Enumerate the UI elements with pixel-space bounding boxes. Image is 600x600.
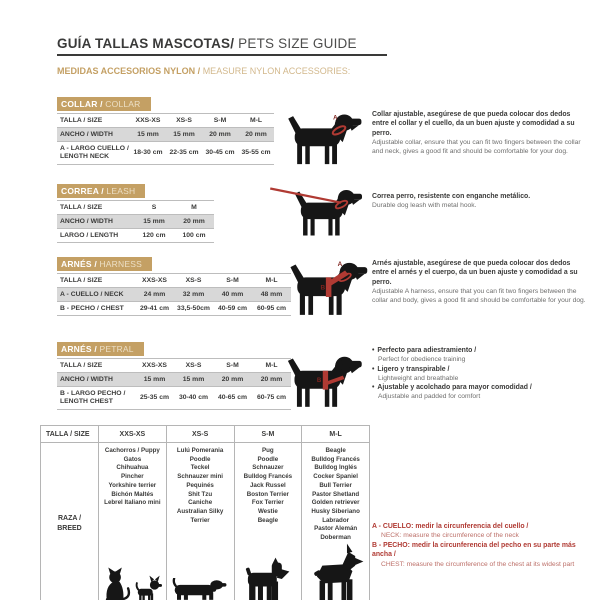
cell: 20 mm — [245, 130, 267, 138]
breed-item: Jack Russel — [249, 481, 286, 489]
row-label: TALLA / SIZE — [60, 361, 103, 369]
feature-item — [372, 365, 586, 384]
table-row — [57, 288, 291, 302]
breed-item: Teckel — [190, 464, 210, 472]
silhouette-row — [244, 557, 292, 600]
row-label: LARGO / LENGTH — [60, 231, 119, 239]
feature-es: Ligero y transpirable / — [377, 365, 450, 373]
breed-item: Golden retriever — [311, 499, 360, 507]
breed-list — [244, 447, 292, 525]
breed-item: Bulldog Francés — [243, 473, 293, 481]
cat-icon — [102, 567, 132, 600]
cell: 40 mm — [221, 290, 244, 298]
petral-size-table — [57, 358, 291, 410]
cell: S-M — [226, 361, 239, 369]
breed-item: Fox Terrier — [251, 499, 284, 507]
table-row — [57, 201, 214, 215]
breed-item: Shit Tzu — [188, 490, 213, 498]
silhouette-row — [307, 543, 365, 600]
cell: M-L — [265, 276, 278, 284]
harness-description-es: Arnés ajustable, asegúrese de que pueda colocar dos dedos entre el arnés y el cuerpo, da un buen ajuste y comodidad a su perro. — [372, 260, 578, 286]
breed-column-s-m — [234, 443, 302, 600]
note-chest-en: CHEST: measure the circumference of the chest at its widest part — [381, 560, 575, 568]
note-neck — [372, 522, 588, 541]
collar-section-heading — [57, 97, 151, 111]
row-label: B - PECHO / CHEST — [60, 304, 124, 312]
collar-dog-icon — [283, 108, 365, 169]
leash-size-table — [57, 200, 214, 243]
marker-a-label: A — [333, 114, 338, 122]
collar-heading-en: COLLAR — [102, 99, 141, 109]
row-label: ANCHO / WIDTH — [60, 217, 113, 225]
breed-item: Pastor Shetland — [312, 490, 360, 498]
row-label: ANCHO / WIDTH — [60, 130, 113, 138]
breed-item: Bichón Maltés — [111, 490, 154, 498]
breed-item: Pincher — [121, 473, 144, 481]
breed-item: Schnauzer — [252, 464, 284, 472]
breed-item: Gatos — [123, 455, 142, 463]
breed-header-s-m: S-M — [234, 426, 302, 443]
cell: 40-59 cm — [217, 304, 248, 312]
cell: M-L — [249, 116, 263, 124]
cell: M — [191, 203, 197, 211]
breed-list — [311, 447, 360, 543]
table-row — [57, 274, 291, 288]
chihuahua-icon — [135, 575, 162, 600]
table-row — [57, 229, 214, 243]
breed-row-label — [41, 443, 98, 600]
bullet-icon: • — [372, 384, 375, 392]
petral-heading-en: PETRAL — [96, 344, 134, 354]
row-label: ANCHO / WIDTH — [60, 375, 113, 383]
petral-features — [372, 346, 586, 402]
cell: XS-S — [176, 116, 192, 124]
table-row — [57, 359, 291, 373]
collar-heading-es: COLLAR / — [61, 99, 103, 109]
note-neck-es: A - CUELLO: medir la circunferencia del cuello / — [372, 523, 529, 530]
bullet-icon: • — [372, 365, 375, 373]
leash-section-heading — [57, 184, 145, 198]
cell: 20 mm — [260, 375, 283, 383]
row-label: B - LARGO PECHO / LENGTH CHEST — [60, 389, 126, 405]
breed-item: Doberman — [320, 534, 351, 542]
harness-heading-en: HARNESS — [96, 259, 142, 269]
cell: 22-35 cm — [169, 148, 199, 156]
cell: 35-55 cm — [241, 148, 271, 156]
breed-list — [104, 447, 160, 508]
harness-section-heading — [57, 257, 152, 271]
breed-item: Bulldog Inglés — [314, 464, 357, 472]
page-title-es: GUÍA TALLAS MASCOTAS/ — [57, 36, 235, 51]
table-row — [57, 373, 291, 387]
breed-item: Pug — [262, 447, 274, 454]
cell: 30-40 cm — [178, 393, 209, 401]
leash-description-en: Durable dog leash with metal hook. — [372, 202, 477, 210]
red-leash-line — [270, 188, 341, 202]
cell: 20 mm — [221, 375, 244, 383]
feature-es: Ajustable y acolchado para mayor comodidad / — [377, 384, 532, 392]
breed-item: Cocker Spaniel — [313, 473, 358, 481]
breed-table — [40, 425, 370, 600]
cell: 120 cm — [142, 231, 166, 239]
breed-item: Labrador — [322, 516, 350, 524]
cell: 29-41 cm — [139, 304, 170, 312]
feature-en: Perfect for obedience training — [378, 356, 466, 364]
breed-item: Beagle — [325, 447, 346, 454]
breed-item: Boston Terrier — [246, 490, 289, 498]
cell: 20 mm — [183, 217, 205, 225]
collar-description-en: Adjustable collar, ensure that you can fit two fingers between the collar and neck, gives a good fit and should be comfortable for your dog. — [372, 138, 581, 156]
cell: S-M — [213, 116, 227, 124]
page-subtitle — [57, 66, 350, 76]
table-row — [57, 114, 274, 128]
breed-row-label-es: RAZA / — [57, 515, 82, 522]
cell: 15 mm — [143, 217, 165, 225]
breed-item: Lulú Pomerania — [176, 447, 224, 454]
breed-item: Bull Terrier — [319, 481, 352, 489]
subtitle-es: MEDIDAS ACCESORIOS NYLON / — [57, 66, 201, 76]
breed-item: Westie — [257, 507, 278, 515]
feature-en: Lightweight and breathable — [378, 374, 459, 382]
cell: XS-S — [185, 361, 202, 369]
breed-header-m-l: M-L — [301, 426, 369, 443]
leash-dog-icon — [268, 184, 365, 240]
petral-dog-icon — [283, 350, 365, 412]
bullet-icon: • — [372, 347, 375, 354]
row-label: TALLA / SIZE — [60, 116, 103, 124]
harness-description — [372, 259, 586, 305]
table-row — [57, 302, 291, 316]
breed-item: Husky Siberiano — [311, 507, 360, 515]
cell: 33,5-50cm — [177, 304, 210, 312]
cell: M-L — [265, 361, 278, 369]
marker-a-label: A — [337, 261, 343, 269]
note-neck-en: NECK: measure the circumference of the neck — [381, 532, 519, 540]
breed-column-xxs-xs — [98, 443, 166, 600]
petral-heading-es: ARNÉS / — [61, 344, 97, 354]
breed-item: Bulldog Francés — [311, 455, 360, 463]
breed-item: Australian Silky Terrier — [176, 507, 224, 524]
breed-item: Poodle — [189, 455, 211, 463]
leash-heading-es: CORREA / — [61, 186, 104, 196]
marker-b-label: B — [320, 284, 326, 292]
cell: 24 mm — [143, 290, 166, 298]
collar-description — [372, 110, 586, 156]
cell: XS-S — [185, 276, 202, 284]
cell: XXS-XS — [142, 276, 167, 284]
row-label: A - LARGO CUELLO / LENGTH NECK — [60, 144, 129, 160]
feature-es: Perfecto para adiestramiento / — [377, 347, 477, 354]
petral-section-heading — [57, 342, 144, 356]
leash-description-es: Correa perro, resistente con enganche metálico. — [372, 193, 531, 200]
subtitle-en: MEASURE NYLON ACCESSORIES: — [200, 66, 351, 76]
cell: 100 cm — [182, 231, 206, 239]
table-row — [57, 128, 274, 142]
cell: 48 mm — [260, 290, 283, 298]
breed-header-size-label: TALLA / SIZE — [41, 426, 98, 443]
cell: 18-30 cm — [133, 148, 163, 156]
schnauzer-icon — [244, 557, 292, 600]
page-title-en: PETS SIZE GUIDE — [234, 36, 357, 51]
breed-header-xs-s: XS-S — [166, 426, 234, 443]
cell: 60-95 cm — [256, 304, 287, 312]
breed-list — [167, 447, 234, 525]
cell: 15 mm — [137, 130, 159, 138]
row-label: A - CUELLO / NECK — [60, 290, 124, 298]
breed-item: Yorkshire terrier — [108, 481, 157, 489]
breed-item: Pastor Alemán — [314, 525, 358, 533]
collar-description-es: Collar ajustable, asegúrese de que pueda colocar dos dedos entre el collar y el cuello, da un buen ajuste y comodidad a su perro. — [372, 111, 575, 137]
breed-column-m-l — [301, 443, 369, 600]
breed-column-xs-s — [166, 443, 234, 600]
feature-item — [372, 346, 586, 365]
leash-description — [372, 192, 586, 211]
cell: 32 mm — [182, 290, 205, 298]
note-chest — [372, 541, 588, 569]
breed-item: Lebrel Italiano mini — [104, 499, 161, 507]
feature-item — [372, 383, 586, 402]
measure-notes — [372, 522, 588, 569]
cell: 15 mm — [182, 375, 205, 383]
leash-heading-en: LEASH — [103, 186, 136, 196]
harness-dog-icon — [285, 256, 371, 320]
cell: S-M — [226, 276, 239, 284]
cell: 15 mm — [173, 130, 195, 138]
table-row — [57, 215, 214, 229]
doberman-icon — [307, 543, 365, 600]
cell: XXS-XS — [142, 361, 167, 369]
breed-header-xxs-xs: XXS-XS — [98, 426, 166, 443]
breed-item: Chihuahua — [116, 464, 149, 472]
harness-heading-es: ARNÉS / — [61, 259, 97, 269]
row-label: TALLA / SIZE — [60, 276, 103, 284]
breed-item: Schnauzer mini — [177, 473, 223, 481]
breed-item: Pequinés — [186, 481, 214, 489]
harness-size-table — [57, 273, 291, 316]
silhouette-row — [172, 578, 228, 600]
cell: 20 mm — [209, 130, 231, 138]
note-chest-es: B - PECHO: medir la circunferencia del pecho en su parte más ancha / — [372, 541, 576, 559]
marker-b-label: B — [316, 377, 322, 385]
cell: XXS-XS — [135, 116, 161, 124]
breed-item: Beagle — [257, 516, 279, 524]
dachshund-icon — [172, 578, 228, 600]
page-title — [57, 36, 387, 56]
cell: 40-65 cm — [217, 393, 248, 401]
cell: 60-75 cm — [256, 393, 287, 401]
table-row — [57, 387, 291, 409]
feature-en: Adjustable and padded for comfort — [378, 393, 481, 401]
cell: 15 mm — [143, 375, 166, 383]
table-row — [57, 142, 274, 164]
breed-item: Cachorros / Puppy — [104, 447, 160, 454]
harness-description-en: Adjustable A harness, ensure that you can fit two fingers between the collar and body, gives a good fit and should be comfortable for your dog. — [372, 287, 586, 305]
breed-item: Poodle — [257, 455, 279, 463]
row-label: TALLA / SIZE — [60, 203, 103, 211]
breed-item: Caniche — [188, 499, 213, 507]
cell: 25-35 cm — [139, 393, 170, 401]
collar-size-table — [57, 113, 274, 165]
breed-row-label-en: BREED — [57, 525, 82, 532]
cell: S — [151, 203, 157, 211]
cell: 30-45 cm — [205, 148, 235, 156]
silhouette-row — [102, 567, 162, 600]
red-petral-chest-band — [323, 371, 328, 390]
